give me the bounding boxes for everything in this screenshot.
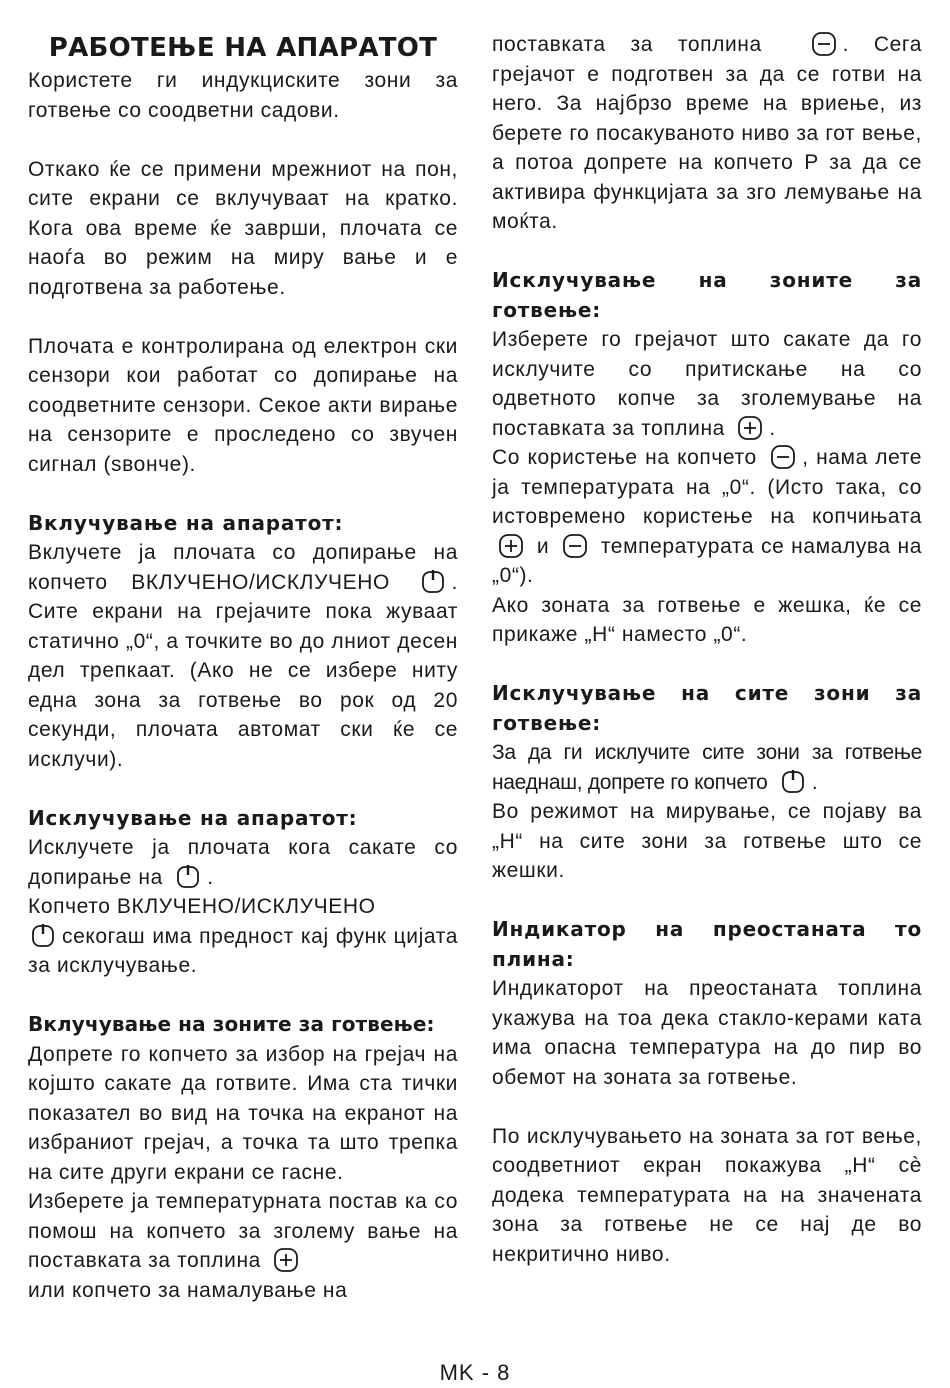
heading-switch-off: Исклучување на апаратот:: [28, 805, 358, 830]
left-column: [28, 30, 458, 1305]
heading-all-off: Исклучување на сите зони за готвење:: [492, 681, 922, 735]
sensor-paragraph: Плочата е контролирана од електрон ски сензори кои работат со допирање на соодветните сензори. Секое акти вирање на сензорите е проследено со звучен сигнал (ѕвонче).: [28, 334, 458, 476]
switch-off-text-a: Исклучете ја плочата кога сакате со допирање на: [28, 836, 458, 889]
power-icon: [420, 570, 446, 594]
heading-zones-off: Исклучување на зоните за готвење:: [492, 268, 922, 322]
page-number: MK - 8: [439, 1360, 511, 1385]
zones-off-text-f: температурата се намалува на „0“).: [492, 534, 923, 587]
right-column: [492, 30, 922, 1269]
residual-heat-paragraph: Индикаторот на преостаната топлина укажува на тоа дека стакло-керами ката има опасна температура на до пир во обемот на зоната за готвење.: [492, 977, 922, 1089]
zones-off-paragraph: [492, 325, 922, 591]
power-icon: [175, 865, 201, 889]
minus-icon: [770, 445, 796, 469]
switch-off-text-b: .: [207, 865, 214, 889]
intro-paragraph: Користете ги индукциските зони за готвење со соодветни садови.: [28, 69, 458, 122]
zones-temp-text-a: Изберете ја температурната постав ка со помош на копчето за зголему вање на поставката за топлина: [28, 1190, 458, 1272]
switch-on-text-a: Вклучете ја плочата со допирање на копчето ВКЛУЧЕНО/ИСКЛУЧЕНО: [28, 541, 458, 594]
page-title: РАБОТЕЊЕ НА АПАРАТОТ: [48, 33, 438, 63]
minus-icon: [562, 534, 588, 558]
mains-paragraph: Откако ќе се примени мрежниот на пон, сите екрани се вклучуваат на кратко. Кога ова време ќе заврши, плочата се наоѓа во режим на миру вање и е подготвена за работење.: [28, 157, 458, 299]
switch-on-paragraph: [28, 538, 458, 774]
minus-icon: [811, 32, 837, 56]
all-off-paragraph: [492, 738, 922, 886]
switch-off-text-c: Копчето ВКЛУЧЕНО/ИСКЛУЧЕНО: [28, 895, 376, 918]
heat-setting-text-b: . Сега грејачот е подготвен за да се готви на него. За најбрзо време на вриење, из берете го посакуваното ниво за гот вење, а потоа допрете на копчето P за да се активира функцијата за зго лемување на моќта.: [492, 33, 922, 233]
heat-setting-paragraph: [492, 30, 922, 237]
heading-residual-heat: Индикатор на преостаната то плина:: [492, 917, 922, 971]
hot-zone-paragraph: Ако зоната за готвење е жешка, ќе се прикаже „H“ наместо „0“.: [492, 593, 922, 646]
all-off-text-b: .: [811, 770, 819, 794]
zones-temp-paragraph: [28, 1187, 458, 1305]
all-off-text-c: Во режимот на мирување, се појаву ва „H“ на сите зони за готвење што се жешки.: [492, 800, 922, 882]
zones-off-text-b: .: [769, 416, 776, 440]
heat-setting-text-a: поставката за топлина: [492, 33, 762, 56]
switch-on-text-b: . Сите екрани на грејачите пока жуваат статично „0“, а точките во до лниот десен дел трепкаат. (Ако не се избере ниту една зона за готвење во рок од 20 секунди, плочата автомат ски ќе се исклучи).: [28, 570, 458, 771]
zones-off-text-c: Со користење на копчето: [492, 446, 757, 469]
zones-off-text-e: и: [536, 534, 550, 558]
zones-on-paragraph: Допрете го копчето за избор на грејач на којшто сакате да готвите. Има ста тички показател во вид на точка на екранот на избраниот грејач, а точка та што трепка на сите други екрани се гасне.: [28, 1042, 458, 1184]
power-icon: [30, 924, 56, 948]
zones-temp-text-b: или копчето за намалување на: [28, 1278, 348, 1302]
plus-icon: [737, 416, 763, 440]
zones-off-text-a: Изберете го грејачот што сакате да го исклучите со притискање на со одветното копче за зголемување на поставката за топлина: [492, 328, 922, 440]
plus-icon: [498, 534, 524, 558]
zones-off-text-d: , нама лете ја температурата на „0“. (Исто така, со истовремено користење на копчињата: [492, 446, 923, 528]
all-off-text-a: За да ги исклучите сите зони за готвење наеднаш, допрете го копчето: [492, 741, 922, 794]
heading-zones-on: Вклучување на зоните за готвење:: [28, 1012, 435, 1036]
plus-icon: [273, 1248, 299, 1272]
switch-off-text-d: секогаш има предност кај функ цијата за исклучување.: [28, 924, 458, 977]
power-icon: [780, 770, 806, 794]
switch-off-paragraph: [28, 833, 458, 981]
residual-after-paragraph: По исклучувањето на зоната за гот вење, соодветниот екран покажува „H“ сè додека температурата на на значената зона за готвење не се нај де во некритично ниво.: [492, 1124, 922, 1266]
heading-switch-on: Вклучување на апаратот:: [28, 510, 344, 535]
